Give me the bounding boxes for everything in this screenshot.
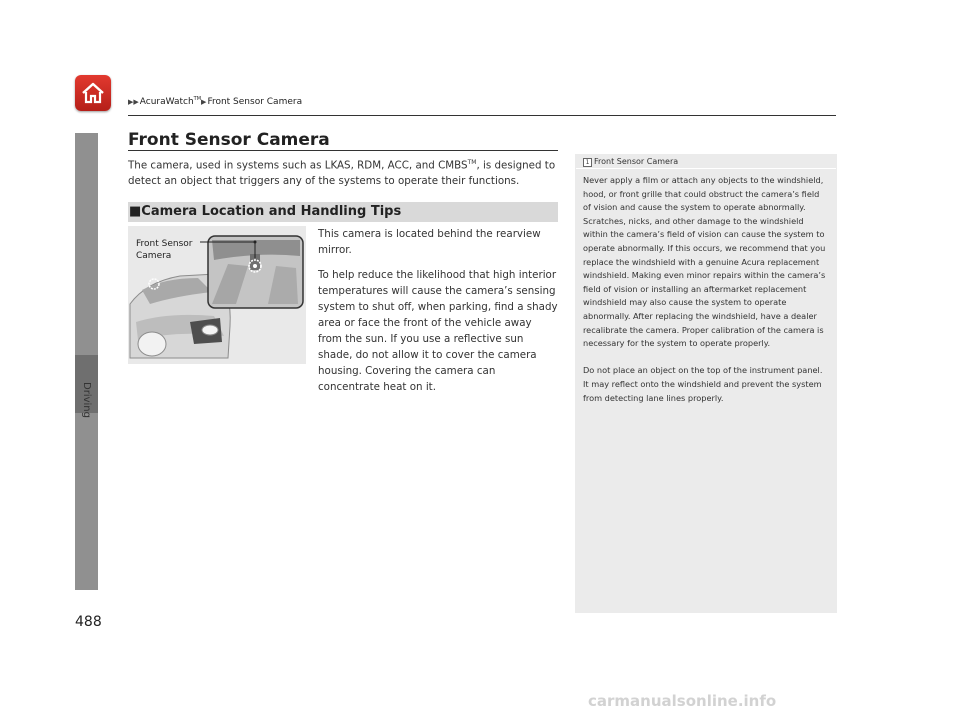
header-divider	[128, 115, 836, 116]
note-paragraph-1: Never apply a film or attach any objects to the windshield, hood, or front grille that could obstruct the camera’s field of vision and cause the system to operate abnormally. Scratches, nicks, and other damage to the windshield within the camera’s field of vision can cause the system to operate abnormally. If this occurs, we recommend that you replace the windshield with a genuine Acura replacement windshield. Making even minor repairs within the camera’s field of vision or installing an aftermarket replacement windshield may also cause the system to operate abnormally. After replacing the windshield, have a dealer recalibrate the camera. Proper calibration of the camera is necessary for the system to operate properly.	[583, 175, 826, 349]
title-divider	[128, 150, 558, 151]
camera-location-illustration	[128, 226, 306, 364]
body-paragraph-1: This camera is located behind the rearview mirror.	[318, 228, 541, 256]
chapter-label: Driving	[81, 382, 92, 418]
square-marker-icon: ■	[129, 204, 142, 219]
watermark: carmanualsonline.info	[588, 692, 777, 710]
camera-illustration-svg	[128, 226, 306, 364]
reference-icon: 1	[583, 158, 592, 167]
breadcrumb-separator-icon: ▶	[201, 98, 207, 106]
home-icon	[80, 80, 106, 106]
side-note-header[interactable]	[583, 157, 678, 167]
side-note-divider	[576, 168, 836, 169]
subsection-body	[318, 226, 558, 404]
section-title: Front Sensor Camera	[128, 130, 330, 150]
breadcrumb-current: Front Sensor Camera	[207, 97, 303, 107]
subsection-title: ■Camera Location and Handling Tips	[129, 204, 402, 219]
page-number: 488	[75, 614, 102, 630]
home-button[interactable]	[75, 75, 111, 111]
side-note-title: Front Sensor Camera	[594, 157, 679, 166]
intro-paragraph: The camera, used in systems such as LKAS, RDM, ACC, and CMBS™, is designed to detect an object that triggers any of the systems to operate their functions.	[128, 159, 556, 188]
note-paragraph-2: Do not place an object on the top of the instrument panel. It may reflect onto the windshield and prevent the system from detecting lane lines properly.	[583, 365, 823, 403]
breadcrumb-arrow-icon: ▶▶	[128, 98, 139, 106]
image-label-line2: Camera	[136, 251, 172, 261]
body-paragraph-2: To help reduce the likelihood that high interior temperatures will cause the camera’s sensing system to shut off, when parking, find a shady area or face the front of the vehicle away from the sun. If you use a reflective sun shade, do not allow it to cover the camera housing. Covering the camera can concentrate heat on it.	[318, 269, 558, 393]
breadcrumb	[128, 96, 302, 107]
image-label-line1: Front Sensor	[136, 239, 193, 249]
breadcrumb-parent[interactable]: AcuraWatch™	[139, 96, 202, 107]
side-note-body	[583, 174, 829, 419]
